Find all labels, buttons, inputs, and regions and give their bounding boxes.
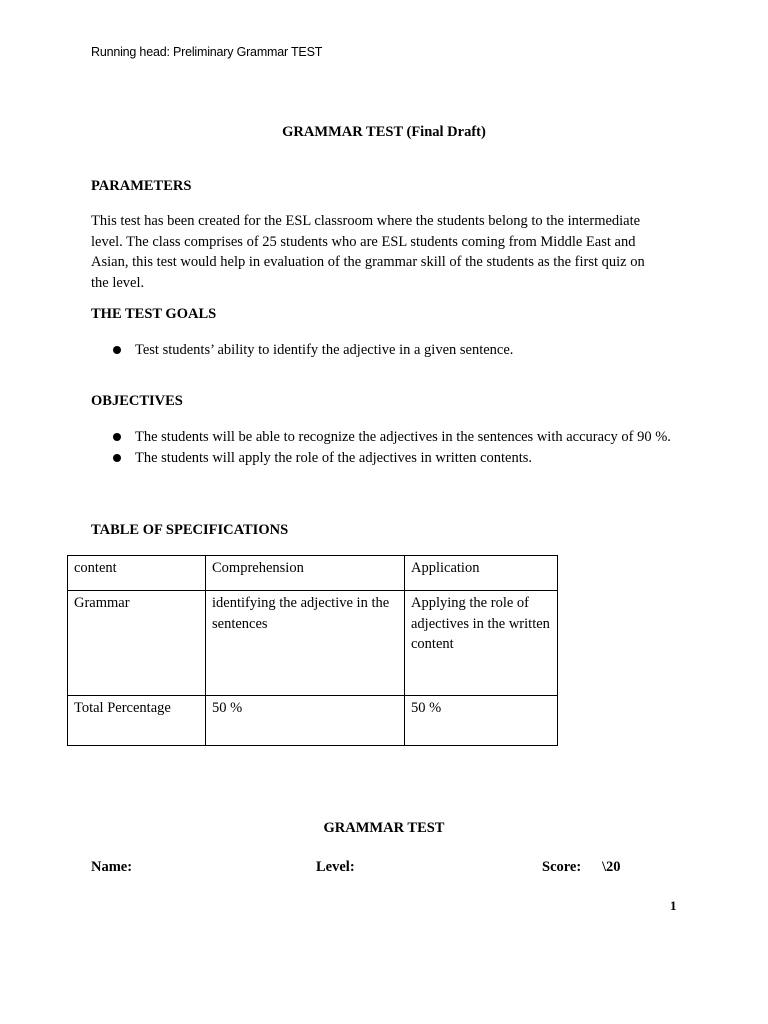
table-cell: 50 % (405, 696, 558, 746)
paragraph-line: the level. (91, 274, 145, 291)
table-row (68, 591, 558, 696)
test-goals-list (91, 340, 681, 361)
list-item-text: The students will apply the role of the adjectives in written contents. (135, 449, 533, 466)
list-item (91, 427, 681, 448)
table-cell: Applying the role of adjectives in the written content (405, 591, 558, 696)
objectives-list (91, 427, 681, 468)
objectives-heading: OBJECTIVES (91, 393, 183, 409)
list-item (91, 448, 681, 469)
table-row (68, 696, 558, 746)
bullet-icon (113, 454, 121, 462)
table-header-cell: content (68, 556, 206, 591)
paragraph-line: level. The class comprises of 25 students who are ESL students coming from Middle East and (91, 233, 636, 250)
test-goals-heading: THE TEST GOALS (91, 306, 217, 322)
table-header-row (68, 556, 558, 591)
grammar-test-title: GRAMMAR TEST (323, 820, 445, 836)
list-item-text: Test students’ ability to identify the adjective in a given sentence. (135, 342, 514, 358)
score-label: Score: (542, 859, 582, 875)
page-number: 1 (670, 898, 677, 913)
running-head: Running head: Preliminary Grammar TEST (91, 45, 323, 59)
parameters-heading: PARAMETERS (91, 178, 192, 194)
list-item-text: The students will be able to recognize the adjectives in the sentences with accuracy of 90 %. (135, 429, 671, 445)
paragraph-line: Asian, this test would help in evaluation of the grammar skill of the students as the first quiz on (91, 254, 645, 270)
paragraph-line: This test has been created for the ESL classroom where the students belong to the intermediate (91, 213, 641, 229)
bullet-icon (113, 433, 121, 441)
table-cell: 50 % (206, 696, 405, 746)
level-label: Level: (316, 859, 355, 875)
table-header-cell: Comprehension (206, 556, 405, 591)
list-item (91, 340, 681, 361)
table-cell: Total Percentage (68, 696, 206, 746)
table-cell: Grammar (68, 591, 206, 696)
parameters-paragraph (91, 211, 681, 293)
specifications-heading: TABLE OF SPECIFICATIONS (91, 522, 289, 538)
bullet-icon (113, 346, 121, 354)
score-value: \20 (602, 859, 621, 875)
specifications-table (67, 555, 558, 746)
name-label: Name: (91, 859, 133, 875)
table-header-cell: Application (405, 556, 558, 591)
document-title: GRAMMAR TEST (Final Draft) (282, 124, 486, 140)
table-cell: identifying the adjective in the sentences (206, 591, 405, 696)
